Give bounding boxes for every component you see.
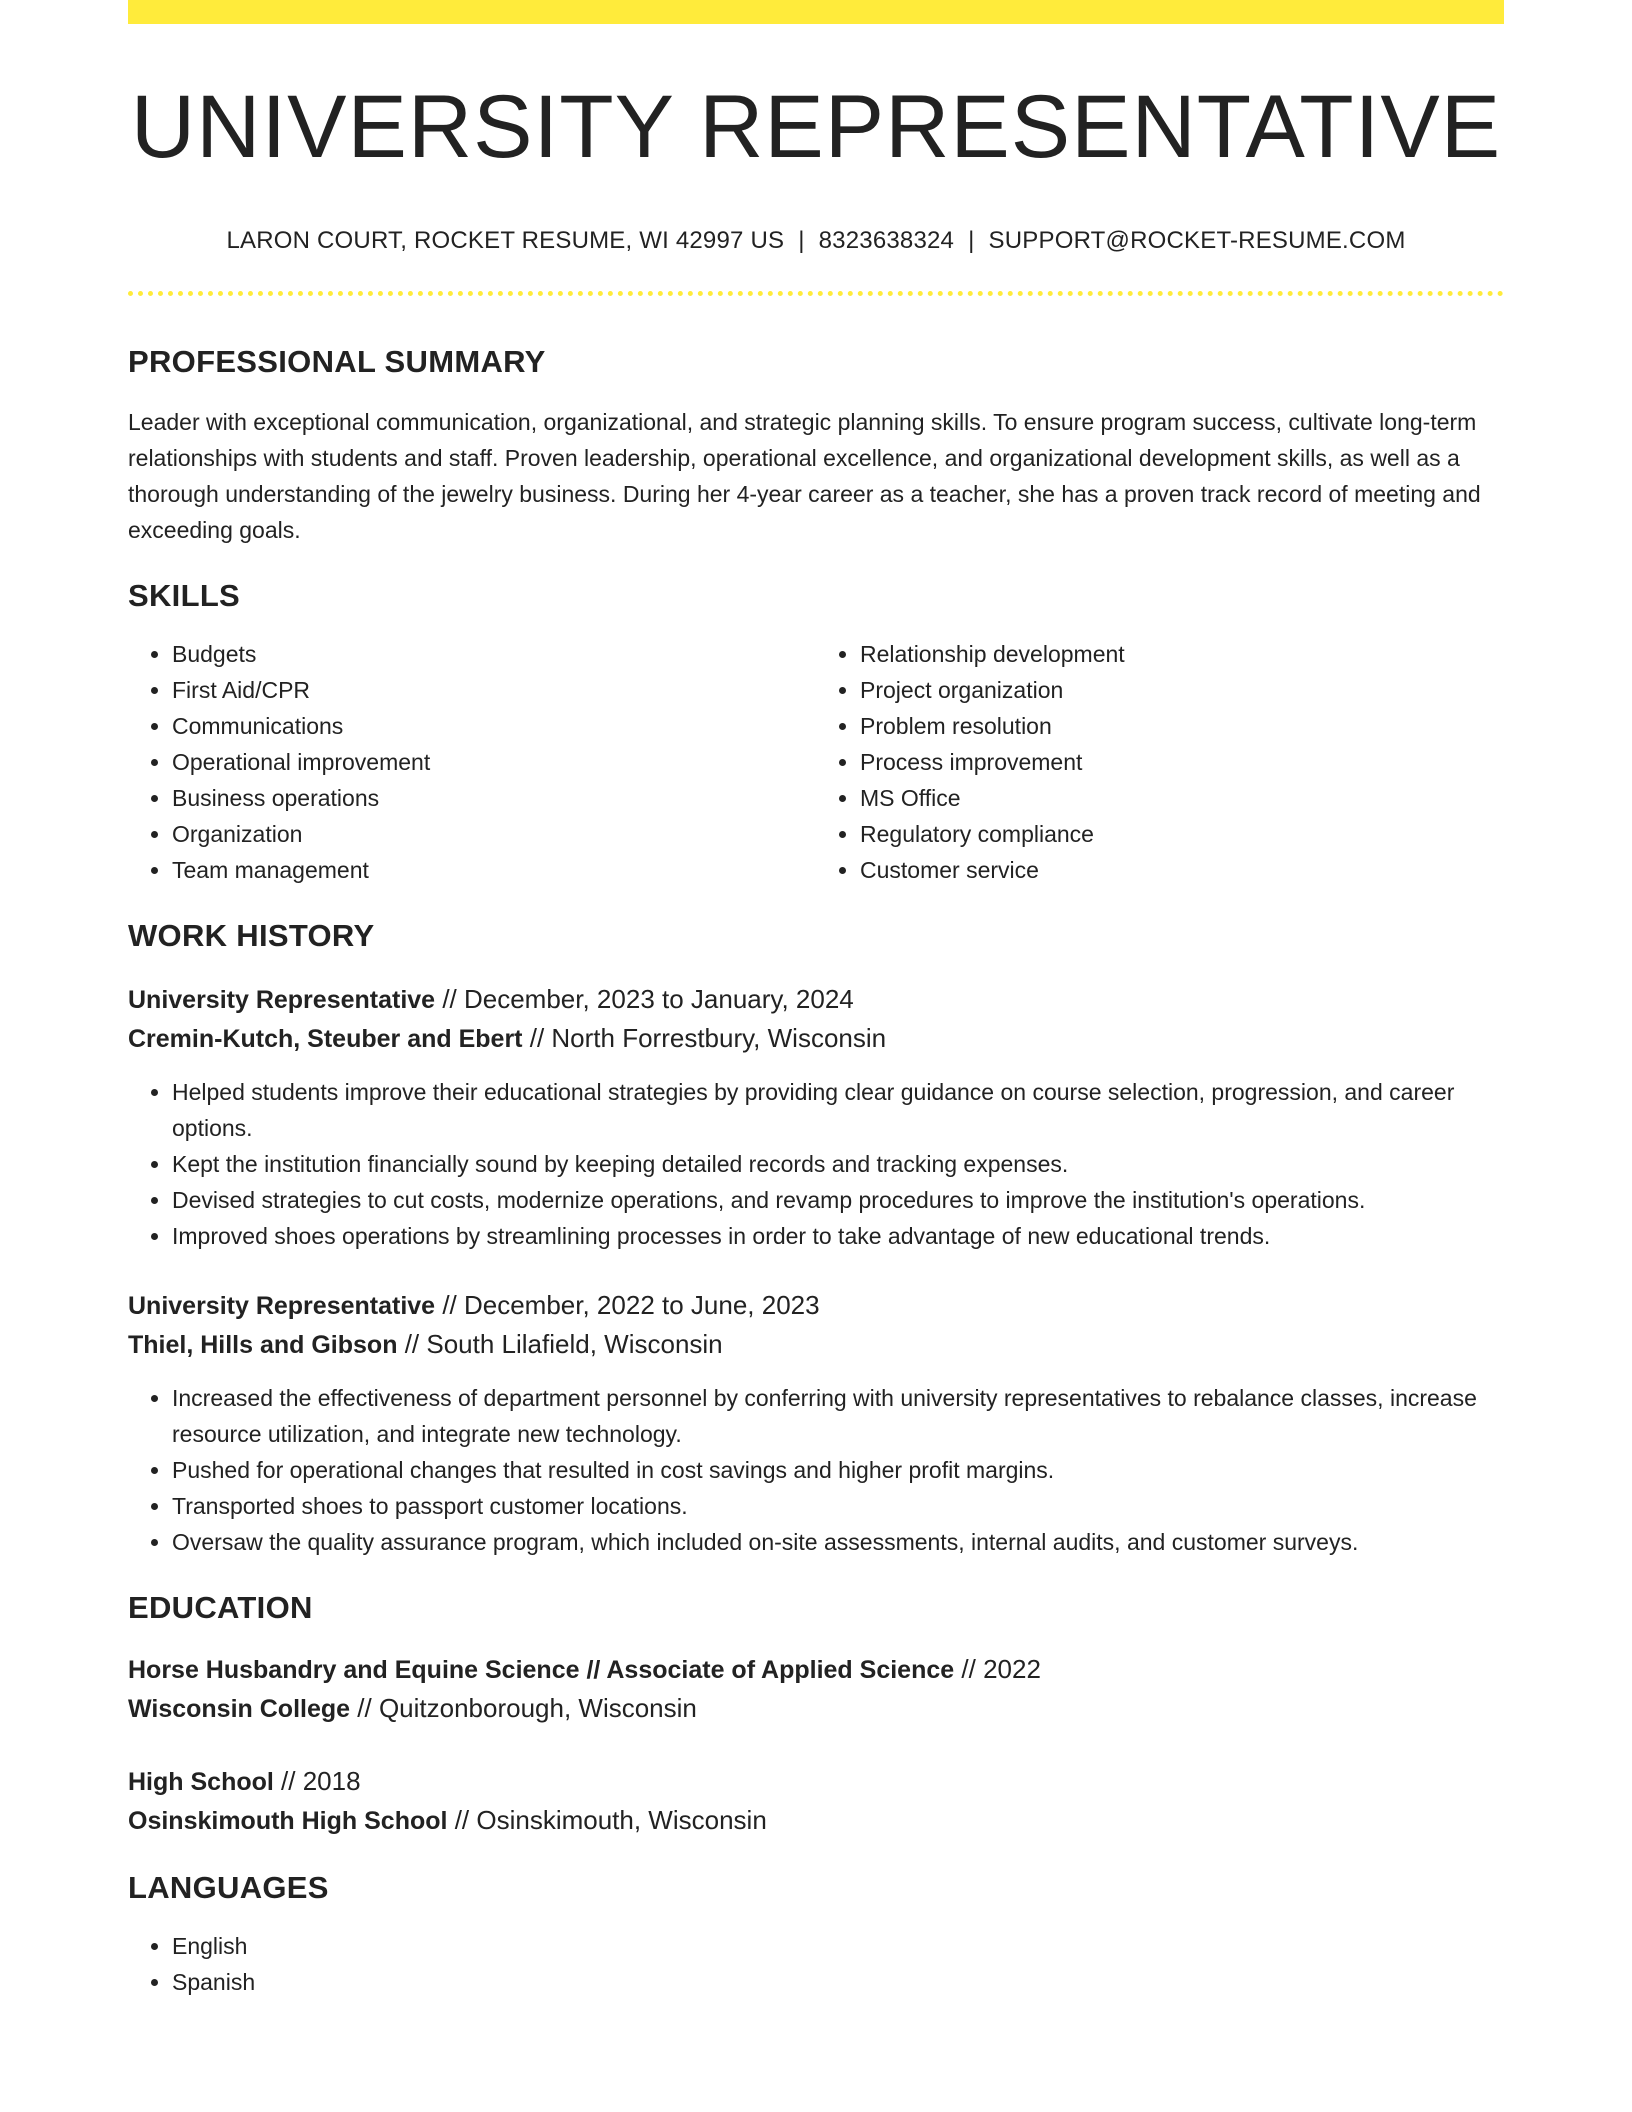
dotted-divider bbox=[128, 291, 1504, 296]
summary-text: Leader with exceptional communication, organizational, and strategic planning skills. To ensure program success, cultivate long-term relationships with students and staff. Proven leadership, operational excellence, and organizational development skills, as well as a thorough understanding of the jewelry business. During her 4-year career as a teacher, she has a proven track record of meeting and exceeding goals. bbox=[128, 409, 1481, 543]
contact-phone: 8323638324 bbox=[818, 227, 955, 254]
education-school: Osinskimouth High School bbox=[128, 1807, 448, 1835]
job-bullet: • Helped students improve their educational strategies by providing clear guidance on course selection, progression, and career options. bbox=[172, 1074, 1504, 1146]
job-company: Cremin-Kutch, Steuber and Ebert bbox=[128, 1025, 523, 1053]
job-position: University Representative bbox=[128, 986, 436, 1014]
skill-item: • Business operations bbox=[172, 780, 816, 816]
skill-item: • Relationship development bbox=[860, 636, 1504, 672]
education-degree-line bbox=[128, 1650, 1504, 1689]
job-bullet: • Oversaw the quality assurance program, which included on-site assessments, internal audits, and customer surveys. bbox=[172, 1524, 1504, 1560]
job-dates: // December, 2022 to June, 2023 bbox=[435, 1290, 820, 1320]
section-title-skills: SKILLS bbox=[128, 578, 241, 613]
job-bullet: • Devised strategies to cut costs, modernize operations, and revamp procedures to improve the institution's operations. bbox=[172, 1182, 1504, 1218]
job-company-line bbox=[128, 1325, 1504, 1364]
education-location: // Osinskimouth, Wisconsin bbox=[447, 1805, 767, 1835]
skill-item: • Operational improvement bbox=[172, 744, 816, 780]
job-bullet: • Transported shoes to passport customer locations. bbox=[172, 1488, 1504, 1524]
skill-item: • Process improvement bbox=[860, 744, 1504, 780]
job-bullet: • Increased the effectiveness of department personnel by conferring with university representatives to rebalance classes, increase resource utilization, and integrate new technology. bbox=[172, 1380, 1504, 1452]
job-title-line bbox=[128, 1286, 1504, 1325]
section-title-summary: PROFESSIONAL SUMMARY bbox=[128, 344, 546, 379]
languages-list bbox=[128, 1928, 1504, 2000]
education-year: // 2022 bbox=[954, 1654, 1041, 1684]
skill-item: • MS Office bbox=[860, 780, 1504, 816]
education-location: // Quitzonborough, Wisconsin bbox=[350, 1693, 697, 1723]
job-bullets bbox=[128, 1074, 1504, 1254]
education-school-line bbox=[128, 1689, 1504, 1728]
skill-item: • Organization bbox=[172, 816, 816, 852]
education-school: Wisconsin College bbox=[128, 1695, 351, 1723]
job-company-line bbox=[128, 1019, 1504, 1058]
language-item: • Spanish bbox=[172, 1964, 1504, 2000]
skills-list-left bbox=[128, 636, 816, 888]
job-bullet: • Improved shoes operations by streamlining processes in order to take advantage of new educational trends. bbox=[172, 1218, 1504, 1254]
job-position: University Representative bbox=[128, 1292, 436, 1320]
job-bullet: • Pushed for operational changes that resulted in cost savings and higher profit margins. bbox=[172, 1452, 1504, 1488]
section-title-languages: LANGUAGES bbox=[128, 1870, 329, 1905]
resume-page bbox=[128, 0, 1504, 2000]
skills-list-right bbox=[816, 636, 1504, 888]
contact-separator: | bbox=[798, 227, 805, 254]
skill-item: • Regulatory compliance bbox=[860, 816, 1504, 852]
skill-item: • Customer service bbox=[860, 852, 1504, 888]
job-bullets bbox=[128, 1380, 1504, 1560]
skill-item: • Team management bbox=[172, 852, 816, 888]
education-year: // 2018 bbox=[273, 1766, 361, 1796]
contact-separator: | bbox=[968, 227, 975, 254]
job-location: // North Forrestbury, Wisconsin bbox=[522, 1023, 887, 1053]
skills-columns bbox=[128, 636, 1504, 888]
job-location: // South Lilafield, Wisconsin bbox=[397, 1329, 723, 1359]
contact-email: SUPPORT@ROCKET-RESUME.COM bbox=[988, 227, 1406, 254]
language-item: • English bbox=[172, 1928, 1504, 1964]
skill-item: • Project organization bbox=[860, 672, 1504, 708]
education-school-line bbox=[128, 1801, 1504, 1840]
education-entry bbox=[128, 1762, 1504, 1840]
education-degree: Horse Husbandry and Equine Science // Associate of Applied Science bbox=[128, 1656, 955, 1684]
skill-item: • Communications bbox=[172, 708, 816, 744]
section-title-work-history: WORK HISTORY bbox=[128, 918, 375, 953]
skill-item: • Problem resolution bbox=[860, 708, 1504, 744]
contact-address: LARON COURT, ROCKET RESUME, WI 42997 US bbox=[226, 227, 785, 254]
section-title-education: EDUCATION bbox=[128, 1590, 313, 1625]
accent-top-bar bbox=[128, 0, 1504, 24]
job-title-line bbox=[128, 980, 1504, 1019]
candidate-name: UNIVERSITY REPRESENTATIVE bbox=[130, 76, 1502, 176]
job-company: Thiel, Hills and Gibson bbox=[128, 1331, 398, 1359]
job-dates: // December, 2023 to January, 2024 bbox=[435, 984, 854, 1014]
education-degree-line bbox=[128, 1762, 1504, 1801]
job-bullet: • Kept the institution financially sound by keeping detailed records and tracking expenses. bbox=[172, 1146, 1504, 1182]
skill-item: • First Aid/CPR bbox=[172, 672, 816, 708]
skill-item: • Budgets bbox=[172, 636, 816, 672]
education-degree: High School bbox=[128, 1768, 274, 1796]
contact-line bbox=[128, 227, 1504, 255]
education-entry bbox=[128, 1650, 1504, 1728]
job-entry bbox=[128, 980, 1504, 1254]
job-entry bbox=[128, 1286, 1504, 1560]
